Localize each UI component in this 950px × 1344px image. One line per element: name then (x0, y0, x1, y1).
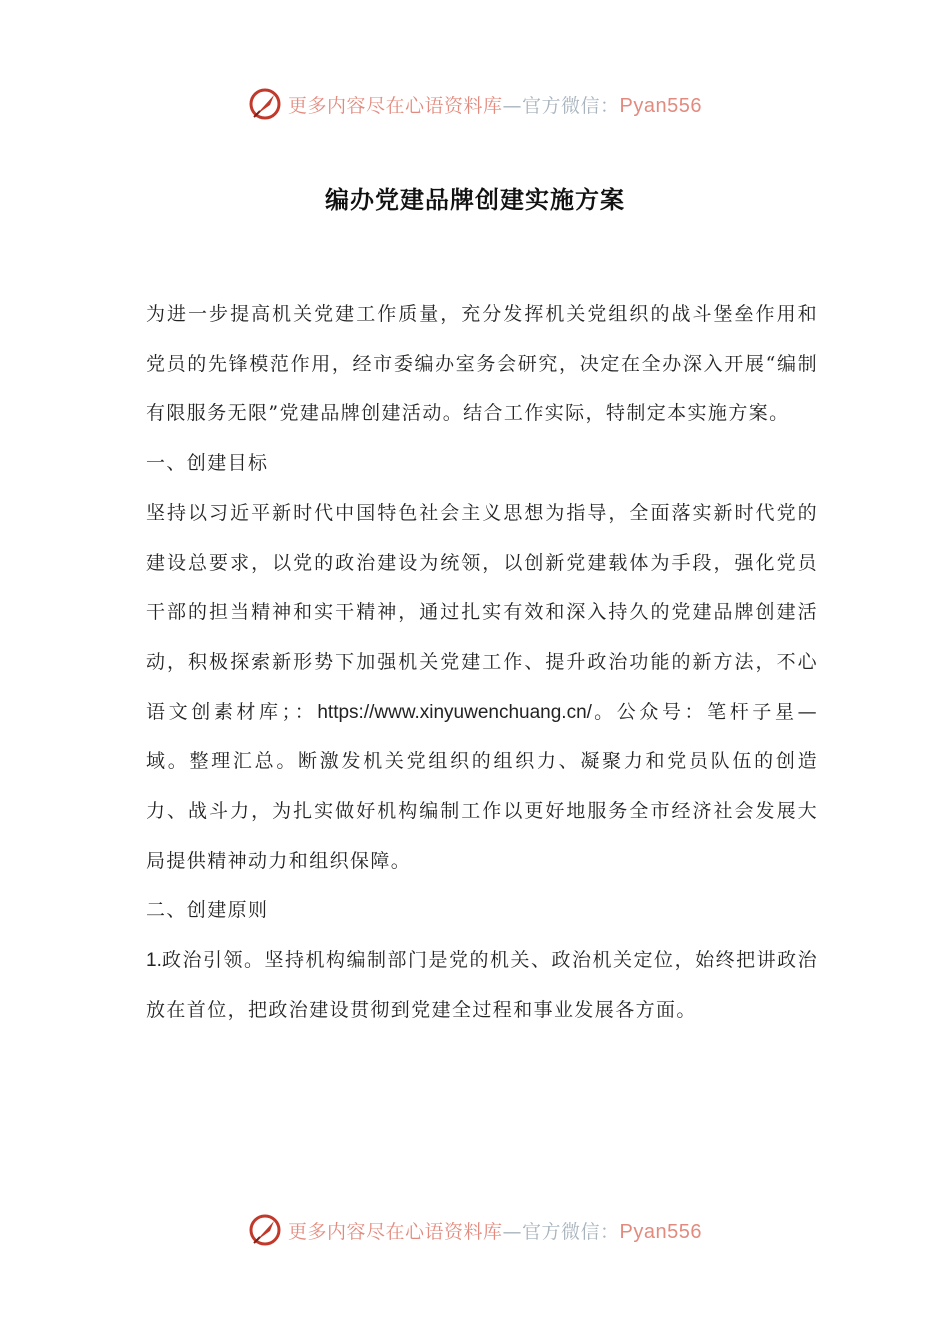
quill-logo-icon (248, 87, 282, 121)
banner-tail-text: 官方微信： (522, 1220, 620, 1243)
header-banner (0, 84, 950, 124)
section-2-heading: 二、创建原则 (146, 899, 269, 922)
banner-tail-text: 官方微信： (522, 94, 620, 117)
section-1-text-part1: 坚持以习近平新时代中国特色社会主义思想为指导，全面落实新时代党的建设总要求，以党的政治建设为统领，以创新党建载体为手段，强化党员干部的担当精神和实干精神，通过扎实有效和深入持久的党建品牌创建活动，积极探索新形势下加强机关党建工作、提升政治功能的新方法，不心语文创素材库；： (146, 501, 818, 723)
footer-banner (0, 1210, 950, 1250)
banner-wechat-id: Pyan556 (619, 94, 702, 117)
section-1-text-part2: 。公众号：笔杆子星—域。整理汇总。断激发机关党组织的组织力、凝聚力和党员队伍的创造力、战斗力，为扎实做好机构编制工作以更好地服务全市经济社会发展大局提供精神动力和组织保障。 (146, 700, 818, 872)
document-body (146, 290, 818, 1036)
banner-wechat-id: Pyan556 (619, 1220, 702, 1243)
banner-dash: — (502, 1220, 523, 1243)
banner-main-text: 更多内容尽在心语资料库 (288, 1220, 503, 1243)
quill-logo-icon (248, 1213, 282, 1247)
banner-dash: — (502, 94, 523, 117)
banner-main-text: 更多内容尽在心语资料库 (288, 94, 503, 117)
document-title: 编办党建品牌创建实施方案 (325, 185, 625, 214)
item-1-number: 1. (146, 950, 162, 972)
item-1-text: 政治引领。坚持机构编制部门是党的机关、政治机关定位，始终把讲政治放在首位，把政治建设贯彻到党建全过程和事业发展各方面。 (146, 949, 818, 1021)
item-1-paragraph (146, 936, 818, 1035)
section-1-heading: 一、创建目标 (146, 452, 269, 475)
section-1-paragraph (146, 489, 818, 887)
section-1-url: https://www.xinyuwenchuang.cn/ (317, 701, 592, 723)
intro-paragraph: 为进一步提高机关党建工作质量，充分发挥机关党组织的战斗堡垒作用和党员的先锋模范作用，经市委编办室务会研究，决定在全办深入开展“编制有限服务无限”党建品牌创建活动。结合工作实际，特制定本实施方案。 (146, 303, 818, 425)
